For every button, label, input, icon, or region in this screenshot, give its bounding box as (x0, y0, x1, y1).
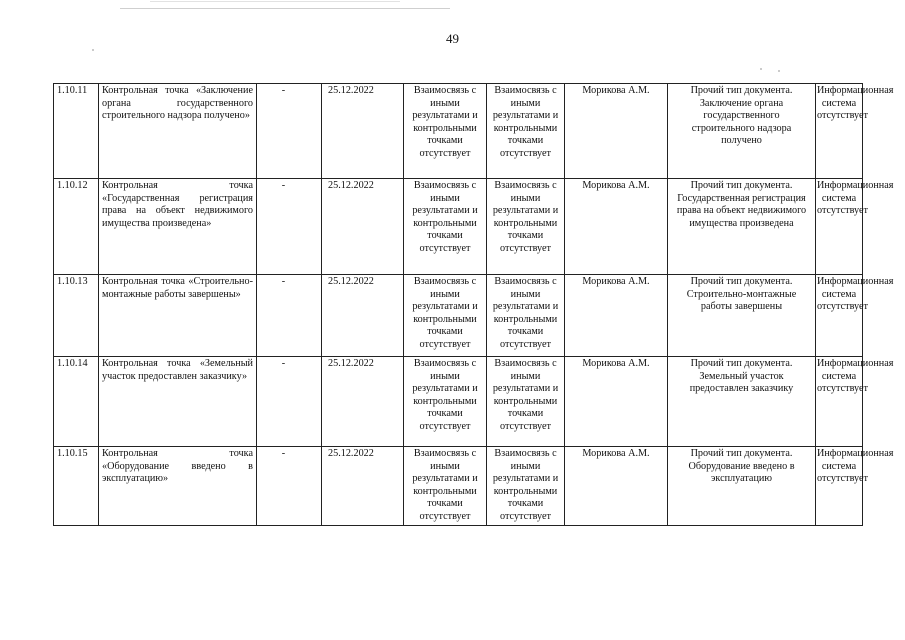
table-row (54, 357, 863, 447)
due-date: 25.12.2022 (322, 84, 404, 179)
responsible-person: Морикова А.М. (565, 357, 668, 447)
dash-cell: - (257, 179, 322, 275)
relation-control-points: Взаимосвязь с иными результатами и контрольными точками отсутствует (487, 275, 565, 357)
information-system: Информационная система отсутствует (816, 84, 863, 179)
scan-artifact-line (150, 1, 400, 2)
due-date: 25.12.2022 (322, 179, 404, 275)
information-system: Информационная система отсутствует (816, 357, 863, 447)
table-row (54, 179, 863, 275)
document-type: Прочий тип документа. Земельный участок предоставлен заказчику (668, 357, 816, 447)
control-point-name: Контрольная точка «Оборудование введено в эксплуатацию» (99, 447, 257, 526)
scan-speck (760, 68, 762, 70)
scan-speck (92, 49, 94, 51)
relation-results: Взаимосвязь с иными результатами и контрольными точками отсутствует (404, 447, 487, 526)
control-point-name: Контрольная точка «Земельный участок предоставлен заказчику» (99, 357, 257, 447)
responsible-person: Морикова А.М. (565, 84, 668, 179)
due-date: 25.12.2022 (322, 275, 404, 357)
page-number: 49 (446, 31, 459, 46)
document-type: Прочий тип документа. Государственная регистрация права на объект недвижимого имущества произведена (668, 179, 816, 275)
table-row (54, 275, 863, 357)
responsible-person: Морикова А.М. (565, 179, 668, 275)
row-number: 1.10.12 (54, 179, 99, 275)
scan-speck (778, 70, 780, 72)
relation-control-points: Взаимосвязь с иными результатами и контрольными точками отсутствует (487, 84, 565, 179)
table-row (54, 447, 863, 526)
document-type: Прочий тип документа. Строительно-монтажные работы завершены (668, 275, 816, 357)
control-point-name: Контрольная точка «Строительно-монтажные работы завершены» (99, 275, 257, 357)
control-points-table (53, 83, 894, 526)
relation-control-points: Взаимосвязь с иными результатами и контрольными точками отсутствует (487, 447, 565, 526)
dash-cell: - (257, 447, 322, 526)
relation-results: Взаимосвязь с иными результатами и контрольными точками отсутствует (404, 84, 487, 179)
information-system: Информационная система отсутствует (816, 447, 863, 526)
dash-cell: - (257, 275, 322, 357)
information-system: Информационная система отсутствует (816, 275, 863, 357)
relation-control-points: Взаимосвязь с иными результатами и контрольными точками отсутствует (487, 179, 565, 275)
row-number: 1.10.11 (54, 84, 99, 179)
relation-results: Взаимосвязь с иными результатами и контрольными точками отсутствует (404, 275, 487, 357)
relation-results: Взаимосвязь с иными результатами и контрольными точками отсутствует (404, 357, 487, 447)
control-point-name: Контрольная точка «Заключение органа государственного строительного надзора получено» (99, 84, 257, 179)
dash-cell: - (257, 357, 322, 447)
due-date: 25.12.2022 (322, 357, 404, 447)
control-point-name: Контрольная точка «Государственная регистрация права на объект недвижимого имущества произведена» (99, 179, 257, 275)
document-type: Прочий тип документа. Оборудование введено в эксплуатацию (668, 447, 816, 526)
scan-artifact-line (120, 8, 450, 9)
due-date: 25.12.2022 (322, 447, 404, 526)
dash-cell: - (257, 84, 322, 179)
row-number: 1.10.13 (54, 275, 99, 357)
responsible-person: Морикова А.М. (565, 275, 668, 357)
information-system: Информационная система отсутствует (816, 179, 863, 275)
relation-results: Взаимосвязь с иными результатами и контрольными точками отсутствует (404, 179, 487, 275)
relation-control-points: Взаимосвязь с иными результатами и контрольными точками отсутствует (487, 357, 565, 447)
responsible-person: Морикова А.М. (565, 447, 668, 526)
row-number: 1.10.14 (54, 357, 99, 447)
document-type: Прочий тип документа. Заключение органа государственного строительного надзора получено (668, 84, 816, 179)
table-row (54, 84, 863, 179)
row-number: 1.10.15 (54, 447, 99, 526)
